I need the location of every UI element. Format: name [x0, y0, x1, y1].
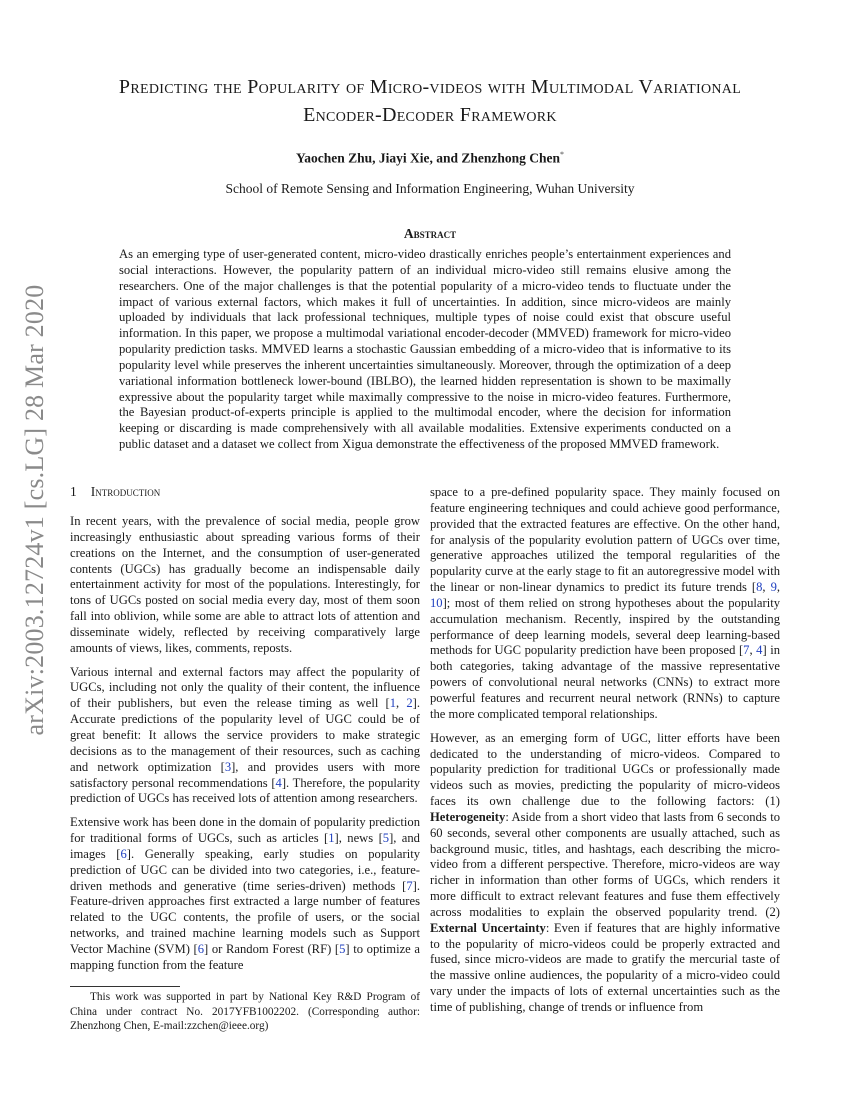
citation-link[interactable]: 9	[770, 580, 777, 595]
term-heterogeneity: Heterogeneity	[430, 809, 506, 824]
citation-link[interactable]: 7	[406, 878, 413, 893]
section-title: Introduction	[90, 484, 161, 499]
paragraph: Various internal and external factors may affect the popularity of UGCs, including not only the quality of their content, the influence of their publishers, but even the release timing as well [1, 2]. Accurate predictions of the popularity level of UGC could be of great benefit: It allows the service providers to make strategic decisions as to the management of their resources, such as caching and network optimization [3], and provides users with more satisfactory personal recommendations [4]. Therefore, the popularity prediction of UGCs has received lots of attention among researchers.	[70, 664, 420, 806]
citation-link[interactable]: 6	[120, 846, 127, 861]
paragraph: Extensive work has been done in the domain of popularity prediction for traditional forms of UGCs, such as articles [1], news [5], and images [6]. Generally speaking, early studies on popularity prediction of UGC can be divided into two categories, i.e., feature-driven methods and generative (time series-driven) methods [7]. Feature-driven approaches first extracted a large number of features related to the UGC contents, the profile of users, or the social networks, and trained machine learning models such as Support Vector Machine (SVM) [6] or Random Forest (RF) [5] to optimize a mapping function from the feature	[70, 815, 420, 972]
citation-link[interactable]: 1	[328, 831, 335, 846]
affiliation: School of Remote Sensing and Information Engineering, Wuhan University	[225, 181, 635, 196]
citation-link[interactable]: 5	[382, 831, 390, 846]
abstract-body: As an emerging type of user-generated content, micro-video drastically enriches people’s entertainment experiences and social interactions. However, the popularity pattern of an individual micro-video still remains elusive among the researchers. One of the major challenges is that the potential popularity of a micro-video tends to fluctuate under the impact of various external factors, which makes it full of uncertainties. In addition, since micro-videos are mainly uploaded by individuals that lack professional techniques, multiple types of noise could exist that obscure useful information. In this paper, we propose a multimodal variational encoder-decoder (MMVED) framework for micro-video popularity prediction tasks. MMVED learns a stochastic Gaussian embedding of a micro-video that is informative to its popularity level while preserves the inherent uncertainties simultaneously. Moreover, through the optimization of a deep variational information bottleneck lower-bound (IBLBO), the learned hidden representation is shown to be maximally expressive about the popularity target while maximally compressive to the noise in micro-video features. Furthermore, the Bayesian product-of-experts principle is applied to the multimodal encoder, where the decision for information keeping or discarding is made comprehensively with all available modalities. Extensive experiments conducted on a public dataset and a dataset we collect from Xigua demonstrate the effectiveness of the proposed MMVED framework.	[119, 247, 731, 452]
section-number: 1	[70, 484, 77, 499]
citation-link[interactable]: 8	[756, 580, 763, 595]
footnote-text: This work was supported in part by National Key R&D Program of China under contract No. 2017YFB1002202. (Corresponding author: Zhenzhong Chen, E-mail:zzchen@ieee.org)	[70, 991, 420, 1032]
arxiv-id-text: arXiv:2003.12724v1 [cs.LG] 28 Mar 2020	[20, 284, 49, 736]
corresponding-author-mark: *	[560, 150, 565, 159]
citation-link[interactable]: 3	[224, 759, 232, 774]
author-list	[60, 150, 800, 167]
citation-link[interactable]: 5	[339, 941, 346, 956]
arxiv-identifier-stamp	[10, 284, 60, 736]
paragraph: In recent years, with the prevalence of social media, people grow increasingly enthusiastic about spreading various forms of their creations on the Internet, and the consumption of user-generated contents (UGCs) has gradually become an indispensable daily entertainment activity for most of the populations. Interestingly, for tons of UGCs posted on social media every day, most of them soon fall into oblivion, while some are able to attract lots of attention and disseminate widely, reflected by receiving comparatively large amounts of views, likes, comments, reposts.	[70, 514, 420, 655]
left-column	[70, 514, 420, 982]
title-line-1: Predicting the Popularity of Micro-videos with Multimodal Variational	[118, 76, 742, 98]
paper-title	[60, 73, 800, 129]
citation-link[interactable]: 6	[197, 941, 205, 956]
citation-link[interactable]: 2	[406, 696, 413, 711]
paragraph: space to a pre-defined popularity space. They mainly focused on feature engineering techniques and could achieve good performance, provided that the extracted features are effective. On the other hand, for analysis of the popularity evolution pattern of UGCs over time, generative approaches utilized the temporal regularities of the popularity curve at the early stage to fit an autoregressive model with the linear or non-linear dynamics to predict its future trends [8, 9, 10]; most of them relied on strong hypotheses about the popularity accumulation mechanism. Recently, inspired by the outstanding performance of deep learning models, several deep learning-based methods for UGC popularity prediction have been proposed [7, 4] in both categories, taking advantage of the massive representative powers of convolutional neural networks (CNNs) to extract more powerful features and recurrent neural network (RNNs) to capture the more complicated temporal relationships.	[430, 485, 781, 721]
right-column	[430, 485, 780, 1024]
paragraph: However, as an emerging form of UGC, litter efforts have been dedicated to the understanding of micro-videos. Compared to popularity prediction for traditional UGCs or professionally made videos such as movies, predicting the popularity of micro-videos faces its own challenge due to the following factors: (1) Heterogeneity: Aside from a short video that lasts from 6 seconds to 60 seconds, several other components are usually attached, such as background music, titles, and hashtags, each describing the micro-video from a different perspective. Therefore, micro-videos are way richer in information than other forms of UGCs, which renders it more difficult to extract relevant features and fuse them effectively across modalities to explain the observed popularity trend. (2) External Uncertainty: Even if features that are highly informative to the popularity of micro-videos could be properly extracted and fused, since micro-videos are made to gratify the mercurial taste of the massive online audiences, the popularity of a micro-video could vary under the impacts of lots of external uncertainties such as the time of publishing, change of trends or influence from	[430, 730, 781, 1014]
citation-link[interactable]: 4	[275, 775, 282, 790]
citation-link[interactable]: 4	[756, 643, 763, 658]
footnote-divider	[70, 986, 180, 987]
section-heading-introduction	[70, 484, 160, 500]
footnote	[70, 990, 420, 1034]
citation-link[interactable]: 10	[430, 595, 443, 610]
title-line-2: Encoder-Decoder Framework	[303, 104, 557, 126]
abstract-heading: Abstract	[403, 226, 457, 241]
citation-link[interactable]: 1	[389, 696, 397, 711]
citation-link[interactable]: 7	[743, 643, 750, 658]
term-external-uncertainty: External Uncertainty	[430, 920, 546, 935]
authors-text: Yaochen Zhu, Jiayi Xie, and Zhenzhong Chen	[295, 150, 561, 166]
